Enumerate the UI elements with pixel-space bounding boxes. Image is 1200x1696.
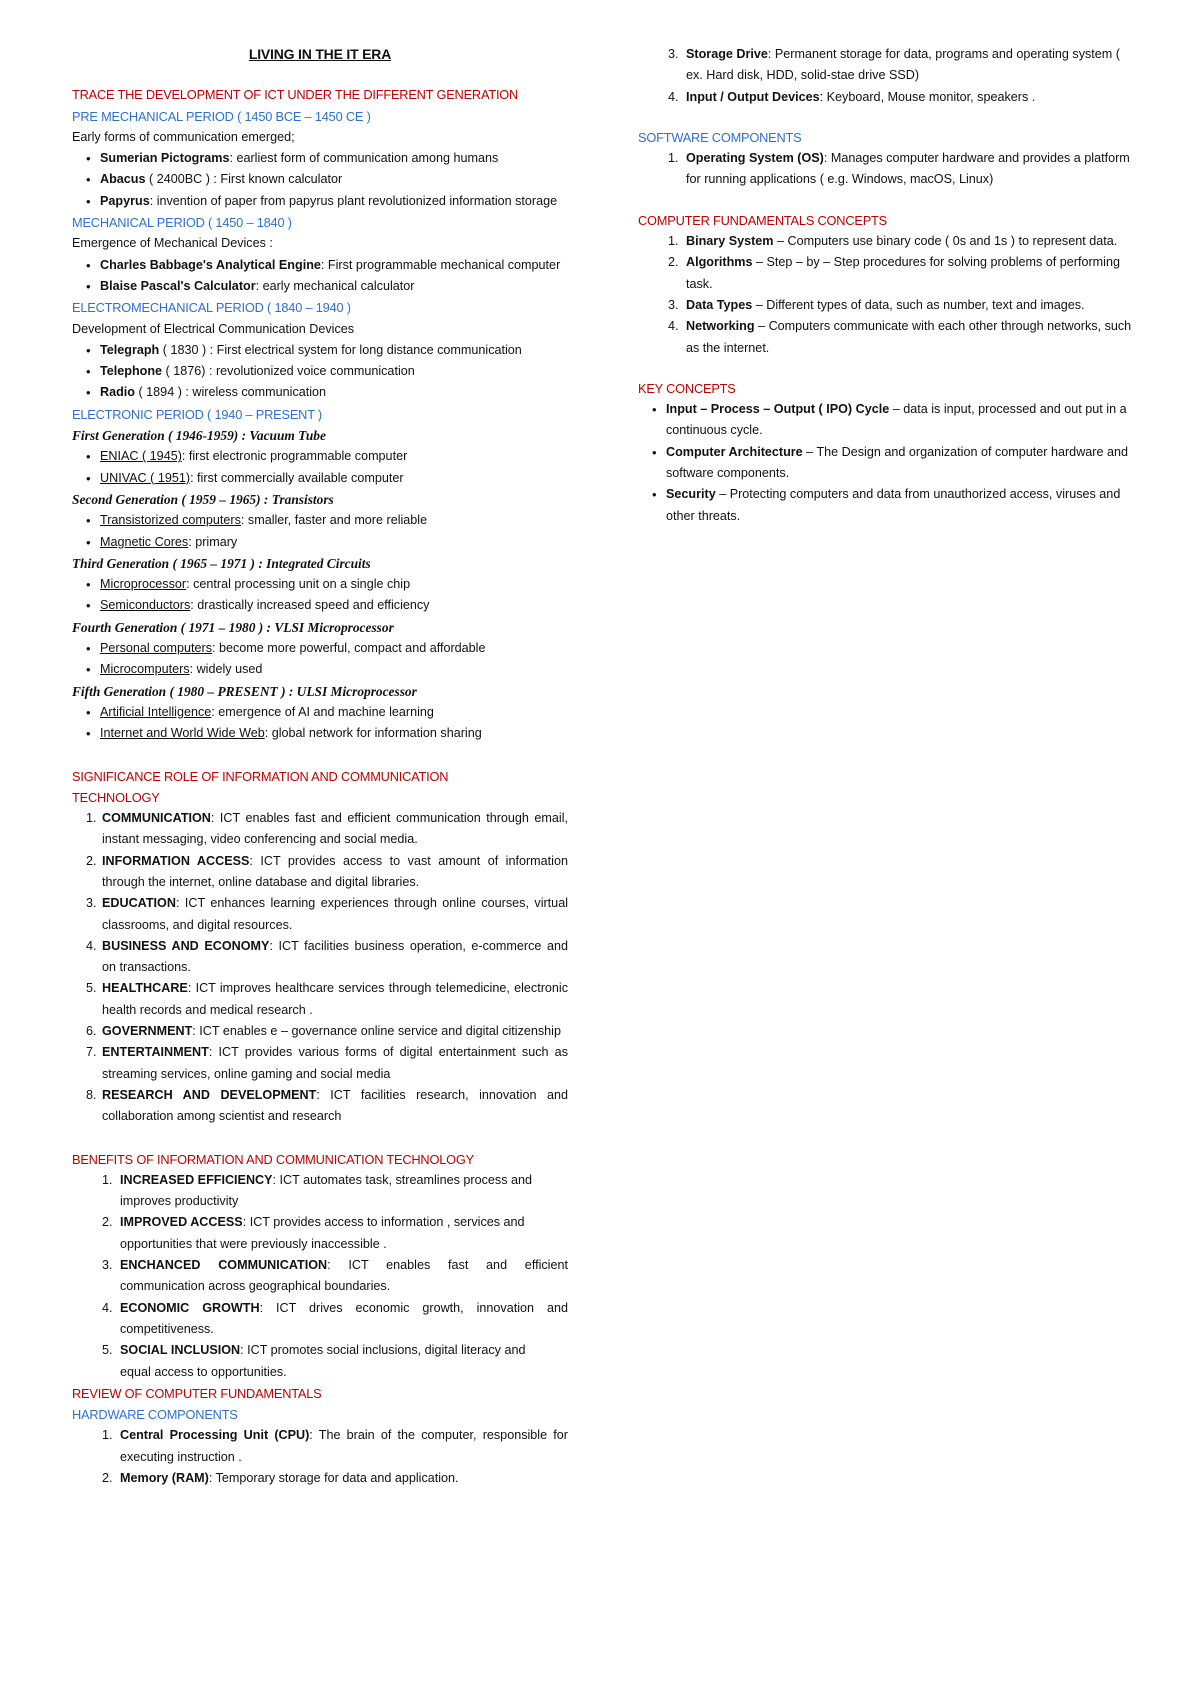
spacer <box>72 1128 568 1149</box>
list-item: 3. ENCHANCED COMMUNICATION: ICT enables fast and efficient communication across geographical boundaries. <box>116 1255 568 1298</box>
list-item: 4. Input / Output Devices: Keyboard, Mouse monitor, speakers . <box>682 87 1138 108</box>
list-item: 8. RESEARCH AND DEVELOPMENT: ICT facilities research, innovation and collaboration among scientist and research <box>100 1085 568 1128</box>
list-item: 1. Operating System (OS): Manages computer hardware and provides a platform for running applications ( e.g. Windows, macOS, Linux) <box>682 148 1138 191</box>
spacer <box>638 359 1138 378</box>
list-item: • Microcomputers: widely used <box>100 659 568 680</box>
list-item: • Security – Protecting computers and data from unauthorized access, viruses and other threats. <box>666 484 1138 527</box>
list-item: • Sumerian Pictograms: earliest form of communication among humans <box>100 148 568 169</box>
list-item: 4. Networking – Computers communicate with each other through networks, such as the internet. <box>682 316 1138 359</box>
list-item: 5. HEALTHCARE: ICT improves healthcare services through telemedicine, electronic health records and medical research . <box>100 978 568 1021</box>
generation-list <box>72 446 568 489</box>
key-concepts-heading: KEY CONCEPTS <box>638 380 736 396</box>
list-item: • Telegraph ( 1830 ) : First electrical system for long distance communication <box>100 340 568 361</box>
generation-title: First Generation ( 1946-1959) : Vacuum Tube <box>72 428 326 444</box>
review-heading: REVIEW OF COMPUTER FUNDAMENTALS <box>72 1385 322 1401</box>
list-item: 7. ENTERTAINMENT: ICT provides various forms of digital entertainment such as streaming services, online gaming and social media <box>100 1042 568 1085</box>
fundamentals-heading: COMPUTER FUNDAMENTALS CONCEPTS <box>638 212 888 228</box>
pre-mechanical-intro: Early forms of communication emerged; <box>72 129 295 144</box>
left-column <box>72 44 568 1489</box>
mechanical-intro: Emergence of Mechanical Devices : <box>72 236 273 251</box>
list-item: • Artificial Intelligence: emergence of AI and machine learning <box>100 702 568 723</box>
list-item: 2. Algorithms – Step – by – Step procedures for solving problems of performing task. <box>682 252 1138 295</box>
software-heading: SOFTWARE COMPONENTS <box>638 129 802 145</box>
spacer <box>638 108 1138 127</box>
generation-title: Fourth Generation ( 1971 – 1980 ) : VLSI Microprocessor <box>72 619 394 635</box>
page-title: LIVING IN THE IT ERA <box>248 46 392 62</box>
spacer <box>638 191 1138 210</box>
pre-mechanical-heading: PRE MECHANICAL PERIOD ( 1450 BCE – 1450 CE ) <box>72 108 371 124</box>
key-concepts-list <box>638 399 1138 527</box>
hardware-list-continued <box>638 44 1138 108</box>
benefits-heading: BENEFITS OF INFORMATION AND COMMUNICATION TECHNOLOGY <box>72 1151 474 1167</box>
list-item: 3. Storage Drive: Permanent storage for data, programs and operating system ( ex. Hard disk, HDD, solid-stae drive SSD) <box>682 44 1138 87</box>
generation-list <box>72 702 568 745</box>
mechanical-heading: MECHANICAL PERIOD ( 1450 – 1840 ) <box>72 215 292 231</box>
list-item: 2. INFORMATION ACCESS: ICT provides access to vast amount of information through the internet, online database and digital libraries. <box>100 851 568 894</box>
hardware-list <box>72 1425 568 1489</box>
list-item: • Internet and World Wide Web: global network for information sharing <box>100 723 568 744</box>
electromechanical-list <box>72 340 568 404</box>
benefits-list <box>72 1170 568 1383</box>
list-item: 1. Binary System – Computers use binary code ( 0s and 1s ) to represent data. <box>682 231 1138 252</box>
generation-list <box>72 574 568 617</box>
electromechanical-intro: Development of Electrical Communication Devices <box>72 321 355 336</box>
list-item: 3. Data Types – Different types of data, such as number, text and images. <box>682 295 1138 316</box>
list-item: • Transistorized computers: smaller, faster and more reliable <box>100 510 568 531</box>
spacer <box>72 745 568 766</box>
list-item: 5. SOCIAL INCLUSION: ICT promotes social inclusions, digital literacy and equal access to opportunities. <box>116 1340 568 1383</box>
list-item: • UNIVAC ( 1951): first commercially available computer <box>100 468 568 489</box>
list-item: • Charles Babbage's Analytical Engine: First programmable mechanical computer <box>100 255 568 276</box>
significance-heading-line2: TECHNOLOGY <box>72 789 160 805</box>
pre-mechanical-list <box>72 148 568 212</box>
electronic-heading: ELECTRONIC PERIOD ( 1940 – PRESENT ) <box>72 406 322 422</box>
list-item: • ENIAC ( 1945): first electronic programmable computer <box>100 446 568 467</box>
list-item: • Blaise Pascal's Calculator: early mechanical calculator <box>100 276 568 297</box>
list-item: • Papyrus: invention of paper from papyrus plant revolutionized information storage <box>100 191 568 212</box>
generation-list <box>72 638 568 681</box>
list-item: 1. Central Processing Unit (CPU): The brain of the computer, responsible for executing instruction . <box>116 1425 568 1468</box>
software-list <box>638 148 1138 191</box>
generation-list <box>72 510 568 553</box>
list-item: • Input – Process – Output ( IPO) Cycle – data is input, processed and out put in a continuous cycle. <box>666 399 1138 442</box>
generation-title: Fifth Generation ( 1980 – PRESENT ) : ULSI Microprocessor <box>72 683 417 699</box>
list-item: • Personal computers: become more powerful, compact and affordable <box>100 638 568 659</box>
fundamentals-list <box>638 231 1138 359</box>
trace-heading: TRACE THE DEVELOPMENT OF ICT UNDER THE DIFFERENT GENERATION <box>72 87 519 103</box>
list-item: 4. ECONOMIC GROWTH: ICT drives economic growth, innovation and competitiveness. <box>116 1298 568 1341</box>
mechanical-list <box>72 255 568 298</box>
list-item: • Magnetic Cores: primary <box>100 532 568 553</box>
list-item: 6. GOVERNMENT: ICT enables e – governance online service and digital citizenship <box>100 1021 568 1042</box>
list-item: 1. COMMUNICATION: ICT enables fast and efficient communication through email, instant messaging, video conferencing and social media. <box>100 808 568 851</box>
significance-heading: SIGNIFICANCE ROLE OF INFORMATION AND COMMUNICATION <box>72 768 449 784</box>
list-item: • Semiconductors: drastically increased speed and efficiency <box>100 595 568 616</box>
list-item: 1. INCREASED EFFICIENCY: ICT automates task, streamlines process and improves productivity <box>116 1170 568 1213</box>
list-item: • Microprocessor: central processing unit on a single chip <box>100 574 568 595</box>
list-item: • Computer Architecture – The Design and organization of computer hardware and software components. <box>666 442 1138 485</box>
list-item: • Abacus ( 2400BC ) : First known calculator <box>100 169 568 190</box>
generation-title: Second Generation ( 1959 – 1965) : Transistors <box>72 491 334 507</box>
hardware-heading: HARDWARE COMPONENTS <box>72 1407 238 1423</box>
electromechanical-heading: ELECTROMECHANICAL PERIOD ( 1840 – 1940 ) <box>72 300 351 316</box>
list-item: 3. EDUCATION: ICT enhances learning experiences through online courses, virtual classrooms, and digital resources. <box>100 893 568 936</box>
list-item: 4. BUSINESS AND ECONOMY: ICT facilities business operation, e-commerce and on transactions. <box>100 936 568 979</box>
list-item: 2. Memory (RAM): Temporary storage for data and application. <box>116 1468 568 1489</box>
right-column <box>638 44 1138 527</box>
list-item: 2. IMPROVED ACCESS: ICT provides access to information , services and opportunities that were previously inaccessible . <box>116 1212 568 1255</box>
list-item: • Telephone ( 1876) : revolutionized voice communication <box>100 361 568 382</box>
generation-title: Third Generation ( 1965 – 1971 ) : Integrated Circuits <box>72 555 371 571</box>
significance-list <box>72 808 568 1127</box>
list-item: • Radio ( 1894 ) : wireless communication <box>100 382 568 403</box>
